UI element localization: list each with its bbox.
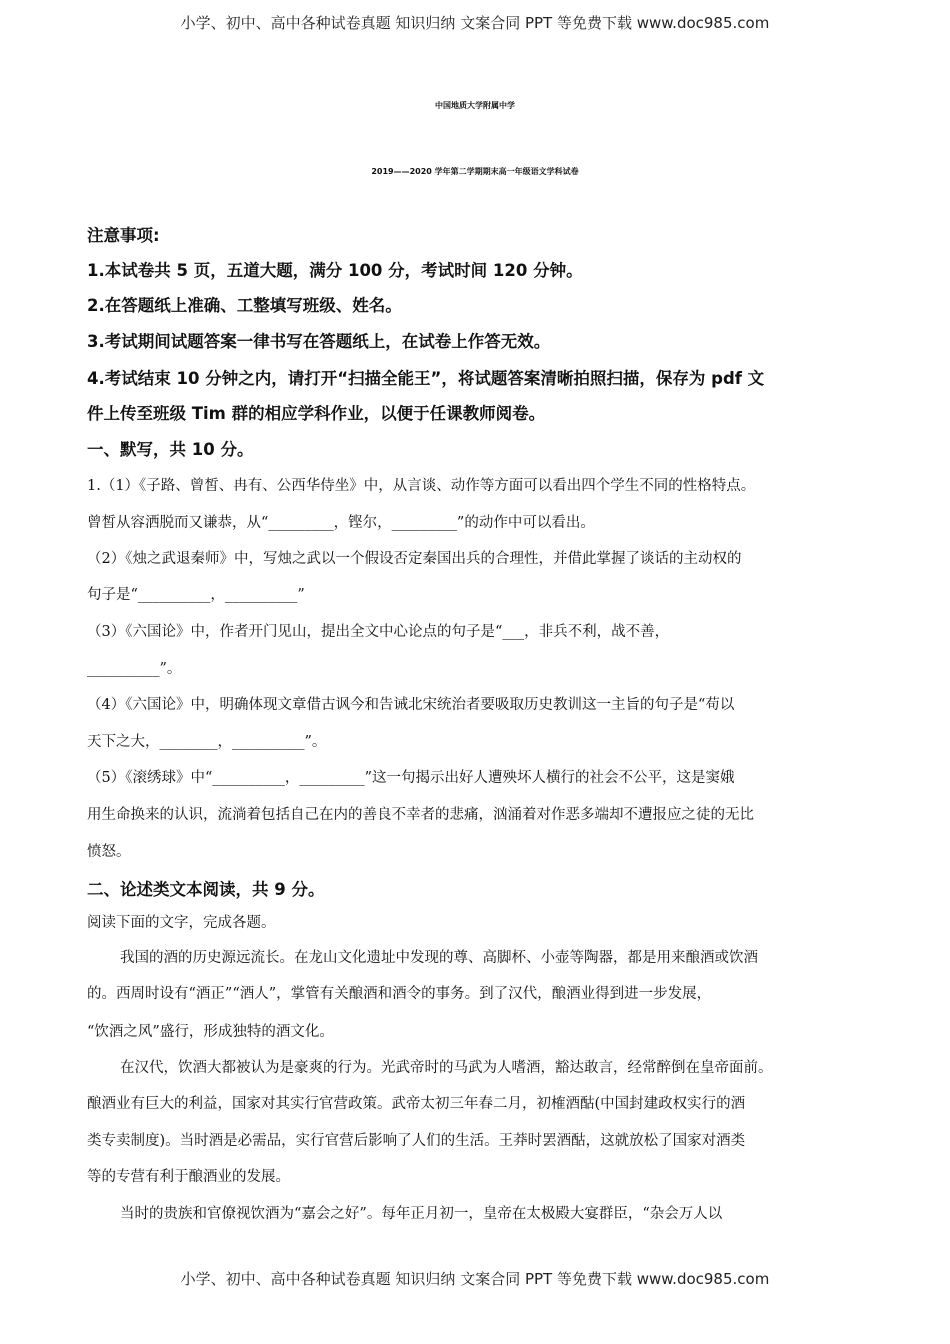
bottom-banner: 小学、初中、高中各种试卷真题 知识归纳 文案合同 PPT 等免费下载 www.doc985.com: [180, 1270, 770, 1288]
top-banner: 小学、初中、高中各种试卷真题 知识归纳 文案合同 PPT 等免费下载 www.doc985.com: [180, 14, 770, 32]
passage-p2-line-2: 酿酒业有巨大的利益，国家对其实行官营政策。武帝太初三年春二月，初榷酒酤(中国封建政权实行的酒: [87, 1096, 746, 1112]
section-1-heading: 一、默写，共 10 分。: [87, 440, 254, 459]
passage-p1-line-2: 的。西周时设有“酒正”“酒人”，掌管有关酿酒和酒令的事务。到了汉代，酿酒业得到进一步发展，: [87, 986, 712, 1002]
q4-line-1: （4）《六国论》中，明确体现文章借古讽今和告诫北宋统治者要吸取历史教训这一主旨的句子是“苟以: [87, 697, 735, 713]
notice-item-4-line-2: 件上传至班级 Tim 群的相应学科作业，以便于任课教师阅卷。: [87, 404, 546, 423]
q1-line-2: 曾皙从容洒脱而又谦恭，从“_________，铿尔，_________”的动作中可以看出。: [87, 515, 595, 531]
q5-line-3: 愤怒。: [87, 844, 131, 860]
passage-p2-line-4: 等的专营有利于酿酒业的发展。: [87, 1169, 290, 1185]
notice-heading: 注意事项:: [87, 226, 160, 245]
q5-line-2: 用生命换来的认识，流淌着包括自己在内的善良不幸者的悲痛，汹涌着对作恶多端却不遭报应之徒的无比: [87, 807, 754, 823]
q5-line-1: （5）《滚绣球》中“__________，_________”这一句揭示出好人遭殃坏人横行的社会不公平，这是窦娥: [87, 770, 735, 786]
passage-p1-line-3: “饮酒之风”盛行，形成独特的酒文化。: [87, 1024, 334, 1040]
q4-line-2: 天下之大，________，__________”。: [87, 734, 327, 750]
notice-item-2: 2.在答题纸上准确、工整填写班级、姓名。: [87, 296, 402, 315]
section-2-heading: 二、论述类文本阅读，共 9 分。: [87, 880, 325, 899]
reading-instruction: 阅读下面的文字，完成各题。: [87, 915, 276, 931]
passage-p2-line-1: 在汉代，饮酒大都被认为是豪爽的行为。光武帝时的马武为人嗜酒，豁达敢言，经常醉倒在皇帝面前。: [120, 1060, 773, 1076]
passage-p1-line-1: 我国的酒的历史源远流长。在龙山文化遗址中发现的尊、高脚杯、小壶等陶器，都是用来酿酒或饮酒: [120, 950, 758, 966]
q2-line-2: 句子是“__________，__________”: [87, 587, 305, 603]
q3-line-2: __________”。: [87, 661, 182, 677]
q2-line-1: （2）《烛之武退秦师》中，写烛之武以一个假设否定秦国出兵的合理性，并借此掌握了谈话的主动权的: [87, 551, 742, 567]
notice-item-1: 1.本试卷共 5 页，五道大题，满分 100 分，考试时间 120 分钟。: [87, 261, 583, 280]
passage-p3-line-1: 当时的贵族和官僚视饮酒为“嘉会之好”。每年正月初一，皇帝在太极殿大宴群臣，“杂会万人以: [120, 1206, 723, 1222]
notice-item-3: 3.考试期间试题答案一律书写在答题纸上，在试卷上作答无效。: [87, 332, 551, 351]
q3-line-1: （3）《六国论》中，作者开门见山，提出全文中心论点的句子是“___，非兵不利，战不善，: [87, 624, 670, 640]
passage-p2-line-3: 类专卖制度)。当时酒是必需品，实行官营后影响了人们的生活。王莽时罢酒酤，这就放松了国家对酒类: [87, 1133, 746, 1149]
exam-title: 2019——2020 学年第二学期期末高一年级语文学科试卷: [371, 167, 579, 176]
school-title: 中国地质大学附属中学: [435, 101, 515, 110]
notice-item-4-line-1: 4.考试结束 10 分钟之内，请打开“扫描全能王”，将试题答案清晰拍照扫描，保存为 pdf 文: [87, 369, 765, 388]
q1-line-1: 1.（1）《子路、曾皙、冉有、公西华侍坐》中，从言谈、动作等方面可以看出四个学生不同的性格特点。: [87, 478, 756, 494]
